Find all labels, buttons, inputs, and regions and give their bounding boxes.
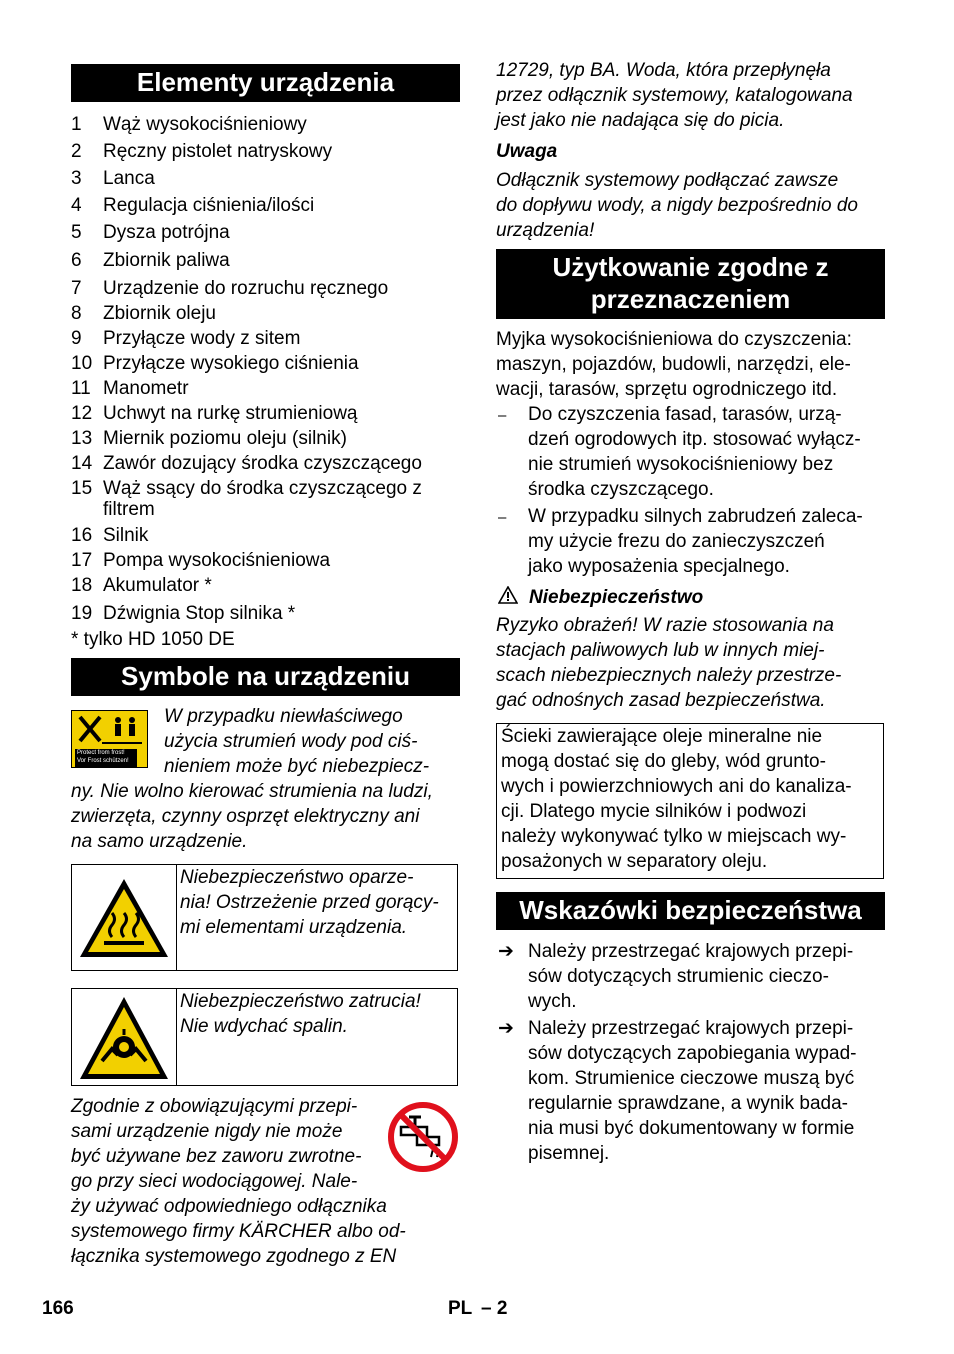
arrow-icon: ➔ (498, 941, 514, 962)
component-number: 11 (71, 378, 91, 399)
arrow-icon: ➔ (498, 1018, 514, 1039)
water-text-b: ży używać odpowiedniego odłącznika systemowego firmy KÄRCHER albo od- łącznika systemowego zgodnego z EN (71, 1196, 406, 1267)
heading-symbols: Symbole na urządzeniu (71, 658, 460, 696)
sticker-text-2: Vor Frost schützen! (77, 758, 129, 764)
poison-warning-box (71, 988, 458, 1086)
water-text-a: Zgodnie z obowiązującymi przepi- sami urządzenie nigdy nie może być używane bez zaworu zwrotne- go przy sieci wodociągowej. Nale- (71, 1096, 362, 1192)
component-number: 13 (71, 428, 93, 449)
component-label: Przyłącze wysokiego ciśnienia (103, 353, 359, 374)
oil-notice-text: Ścieki zawierające oleje mineralne nie mogą dostać się do gleby, wód grunto- wych i powierzchniowych ani do kanaliza- cji. Dlatego mycie silników i podwozi należy wykonywać tylko w miejscach wy- posażonych w separatory oleju. (501, 726, 852, 872)
component-label: Zbiornik oleju (103, 303, 216, 324)
symbols-text-b: ny. Nie wolno kierować strumienia na ludzi, zwierzęta, czynny osprzęt elektryczny ani na samo urządzenie. (71, 781, 433, 852)
warning-triangle-icon (498, 586, 518, 609)
use-item-1: Do czyszczenia fasad, tarasów, urzą- dzeń ogrodowych itp. stosować wyłącz- nie strumień wysokociśnieniowy bez środka czyszczącego. (528, 404, 861, 500)
component-number: 5 (71, 222, 82, 243)
component-number: 9 (71, 328, 82, 349)
component-label: Miernik poziomu oleju (silnik) (103, 428, 347, 449)
component-number: 17 (71, 550, 93, 571)
dash-icon: – (498, 407, 507, 424)
note-title: Uwaga (496, 141, 558, 162)
component-label: Zbiornik paliwa (103, 250, 230, 271)
dash-icon: – (498, 509, 507, 526)
component-number: 16 (71, 525, 93, 546)
sticker-text-1: Protect from frost! (77, 750, 125, 756)
component-label: Pompa wysokociśnieniowa (103, 550, 331, 571)
page-section: – 2 (481, 1298, 508, 1319)
component-number: 4 (71, 195, 82, 216)
component-number: 8 (71, 303, 82, 324)
heading-safety: Wskazówki bezpieczeństwa (496, 892, 885, 930)
component-number: 1 (71, 114, 82, 135)
component-number: 12 (71, 403, 93, 424)
component-number: 10 (71, 353, 93, 374)
hot-surface-icon (72, 865, 176, 970)
component-label: Regulacja ciśnienia/ilości (103, 195, 315, 216)
cont-text: 12729, typ BA. Woda, która przepłynęła przez odłącznik systemowy, katalogowana jest jako nie nadająca się do picia. (496, 60, 853, 131)
language-code: PL (448, 1298, 473, 1319)
component-label: Dysza potrójna (103, 222, 230, 243)
component-number: 3 (71, 168, 82, 189)
component-label: Manometr (103, 378, 189, 399)
page-number: 166 (42, 1298, 74, 1319)
component-number: 14 (71, 453, 93, 474)
danger-text: Ryzyko obrażeń! W razie stosowania na stacjach paliwowych lub w innych miej- scach niebezpiecznych należy przestrze- gać odnośnych zasad bezpieczeństwa. (496, 615, 842, 711)
heading-use-line-1: Użytkowanie zgodne z (552, 252, 829, 282)
component-label: Ręczny pistolet natryskowy (103, 141, 333, 162)
burn-warning-text: Niebezpieczeństwo oparze- nia! Ostrzeżenie przed gorący- mi elementami urządzenia. (180, 867, 439, 938)
footnote: * tylko HD 1050 DE (71, 629, 235, 650)
component-label: Dźwignia Stop silnika * (103, 603, 296, 624)
frost-warning-sticker (71, 710, 148, 768)
heading-components: Elementy urządzenia (71, 64, 460, 102)
component-number: 6 (71, 250, 82, 271)
component-number: 19 (71, 603, 93, 624)
toxic-fumes-icon (72, 989, 176, 1085)
component-number: 7 (71, 278, 82, 299)
heading-use-line-2: przeznaczeniem (590, 284, 791, 314)
no-drinking-water-icon (387, 1101, 459, 1173)
danger-title: Niebezpieczeństwo (529, 587, 704, 608)
safety-item-1: Należy przestrzegać krajowych przepi- sów dotyczących strumienic cieczo- wych. (528, 941, 854, 1012)
use-text: Myjka wysokociśnieniowa do czyszczenia: maszyn, pojazdów, budowli, narzędzi, ele- wacji, tarasów, sprzętu ogrodniczego itd. (496, 329, 852, 400)
component-number: 15 (71, 478, 93, 499)
component-label: Wąż ssący do środka czyszczącego z filtrem (103, 478, 422, 520)
component-label: Przyłącze wody z sitem (103, 328, 301, 349)
safety-item-2: Należy przestrzegać krajowych przepi- sów dotyczących zapobiegania wypad- kom. Strumienice cieczowe muszą być regularnie sprawdzane, a wynik bada- nia musi być dokumentowany w formie pisemnej. (528, 1018, 857, 1164)
oil-notice-box (496, 723, 884, 879)
symbols-text-a: W przypadku niewłaściwego użycia strumień wody pod ciś- nieniem może być niebezpiecz- (164, 706, 430, 777)
burn-warning-box (71, 864, 458, 971)
component-label: Akumulator * (103, 575, 212, 596)
heading-intended-use (496, 249, 885, 319)
component-number: 2 (71, 141, 82, 162)
component-label: Zawór dozujący środka czyszczącego (103, 453, 422, 474)
no-spray-people-icon (72, 711, 147, 749)
component-number: 18 (71, 575, 93, 596)
component-label: Lanca (103, 168, 155, 189)
note-text: Odłącznik systemowy podłączać zawsze do dopływu wody, a nigdy bezpośrednio do urządzenia! (496, 170, 858, 241)
component-label: Urządzenie do rozruchu ręcznego (103, 278, 389, 299)
use-item-2: W przypadku silnych zabrudzeń zaleca- my użycie frezu do zanieczyszczeń jako wyposażenia specjalnego. (528, 506, 863, 577)
poison-warning-text: Niebezpieczeństwo zatrucia! Nie wdychać spalin. (180, 991, 421, 1037)
component-label: Silnik (103, 525, 149, 546)
component-label: Uchwyt na rurkę strumieniową (103, 403, 358, 424)
component-label: Wąż wysokociśnieniowy (103, 114, 307, 135)
